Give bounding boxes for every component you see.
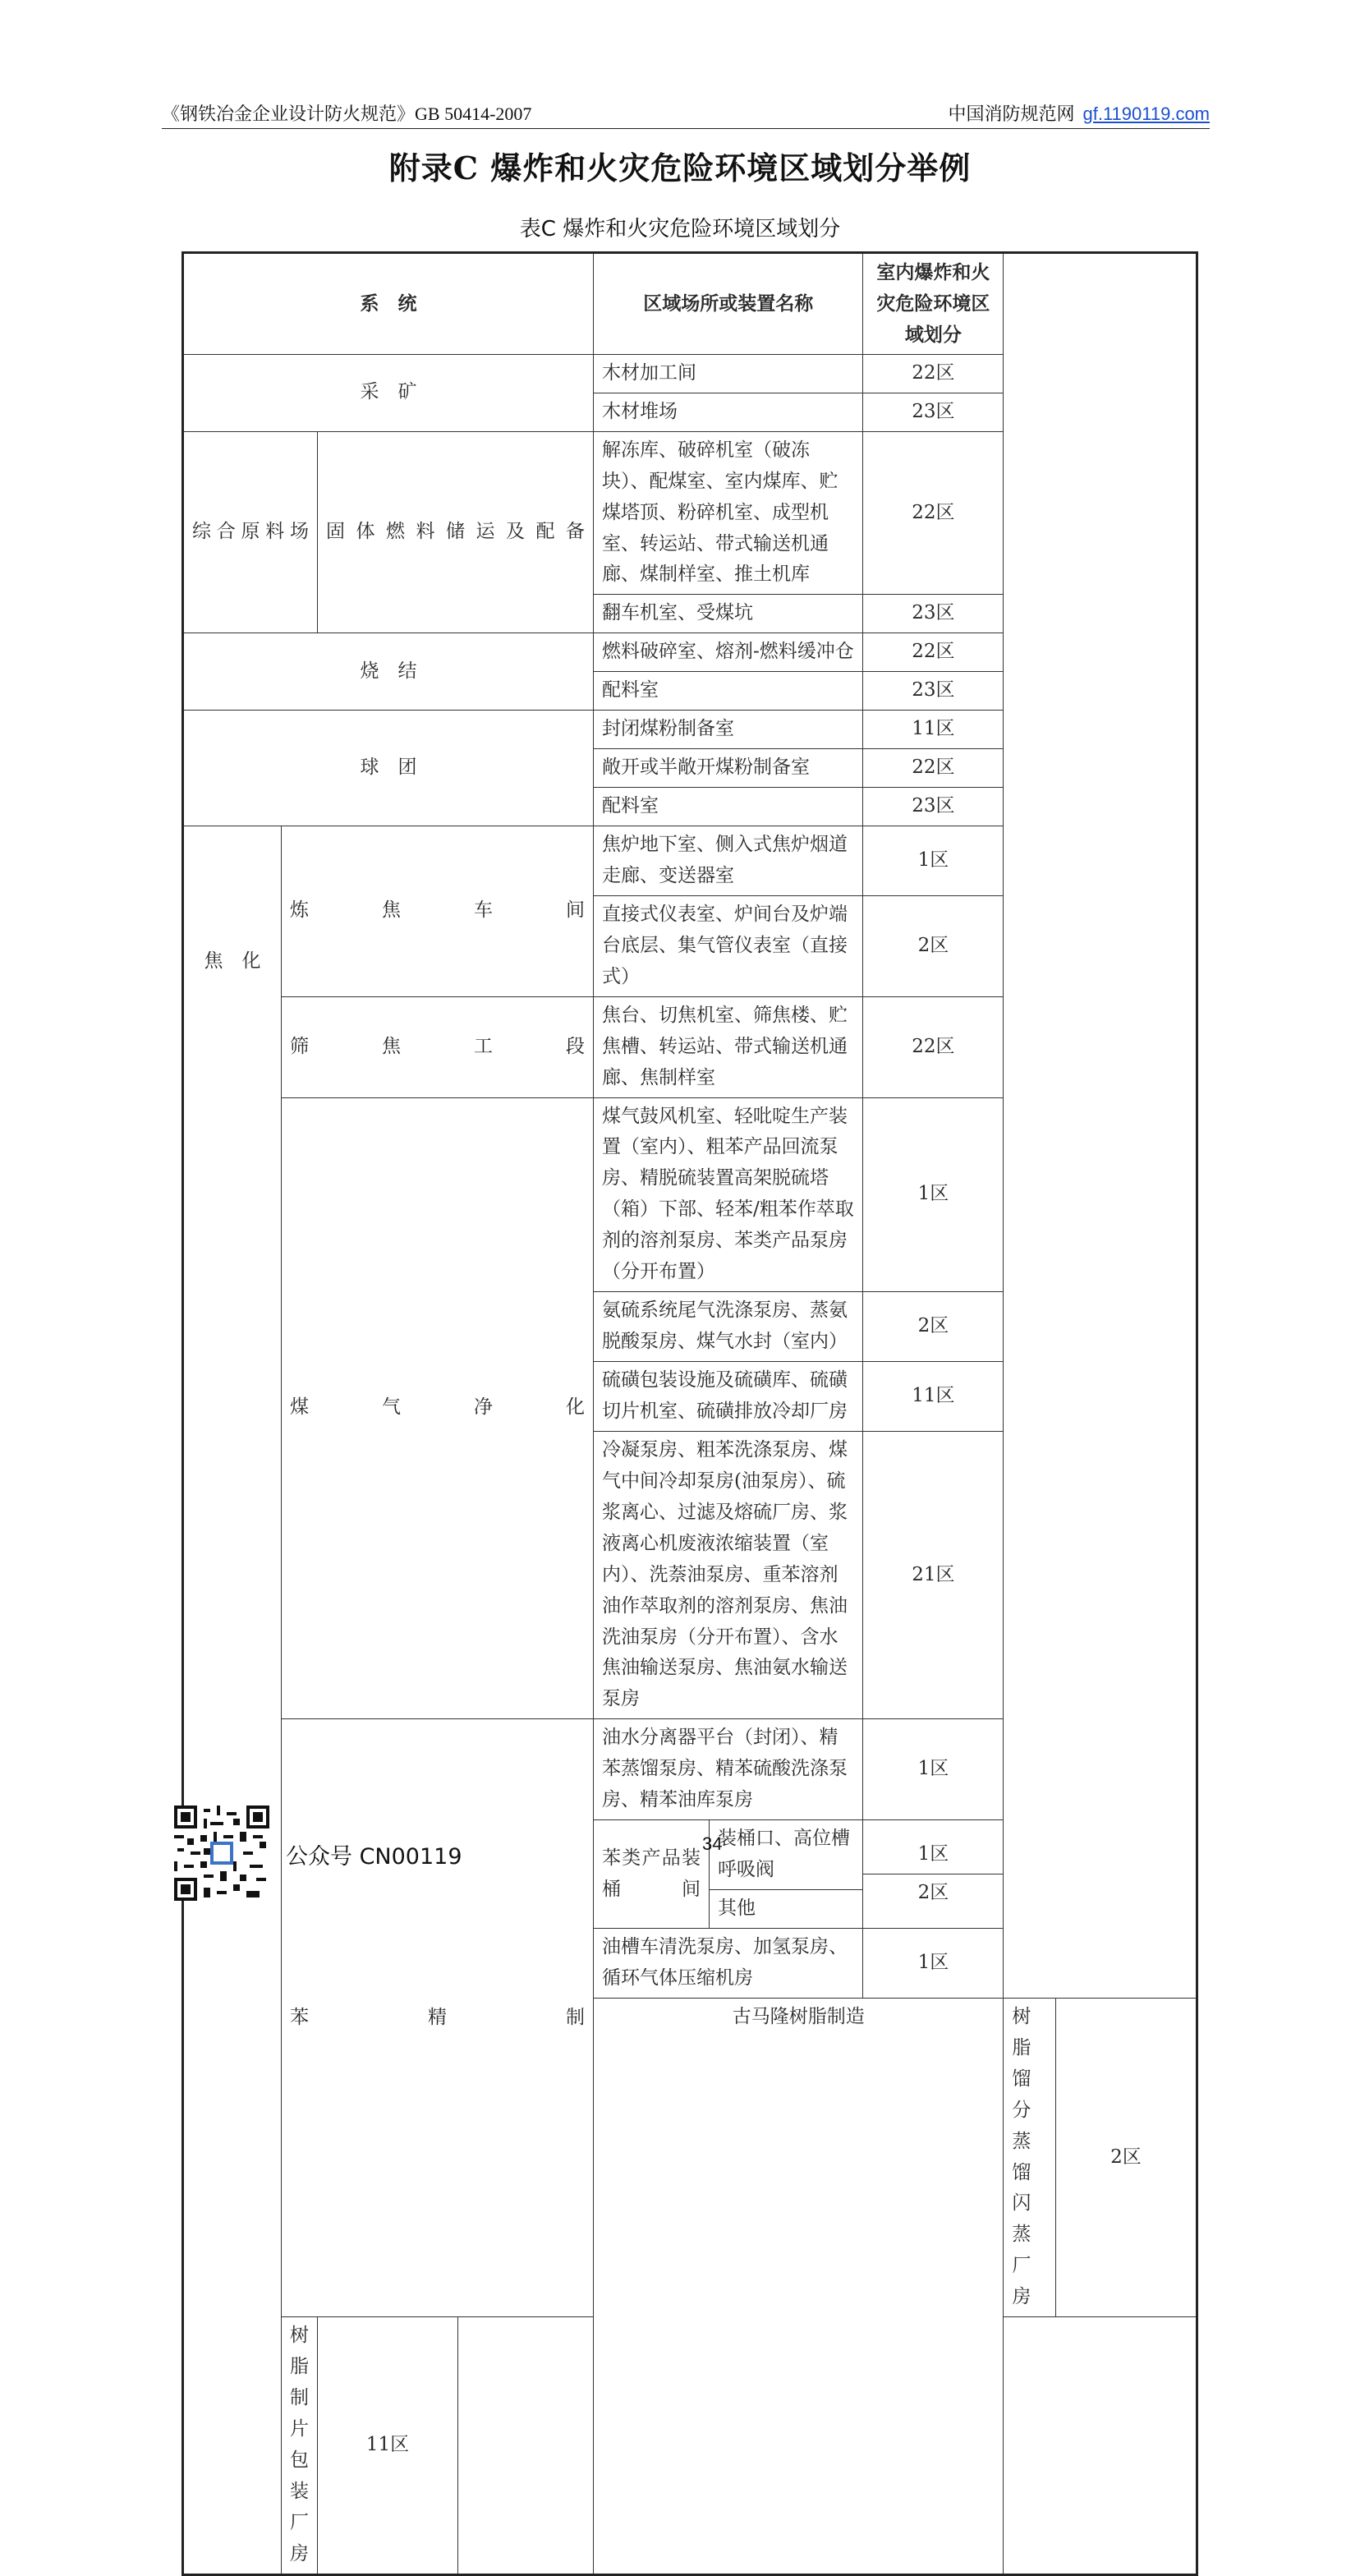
header-site-name: 中国消防规范网 bbox=[948, 104, 1075, 124]
header-site-link[interactable]: gf.1190119.com bbox=[1082, 104, 1210, 124]
place-cell: 解冻库、破碎机室（破冻块）、配煤室、室内煤库、贮煤塔顶、粉碎机室、成型机室、转运站、带式输送机通廊、煤制样室、推土机库 bbox=[594, 431, 863, 595]
place-cell: 油槽车清洗泵房、加氢泵房、循环气体压缩机房 bbox=[594, 1928, 863, 1998]
subsystem-cell: 煤气净化 bbox=[282, 1097, 594, 1719]
footer-account: 公众号 CN00119 bbox=[286, 1844, 462, 1870]
place-cell: 封闭煤粉制备室 bbox=[594, 711, 863, 749]
zone-cell: 1区 bbox=[863, 1097, 1004, 1292]
page-header bbox=[162, 99, 1210, 129]
zone-cell: 22区 bbox=[863, 749, 1004, 788]
zone-cell: 11区 bbox=[863, 1362, 1004, 1432]
system-cell: 焦 化 bbox=[183, 826, 282, 1098]
system-cell: 综合原料场 bbox=[183, 431, 318, 633]
zone-cell: 23区 bbox=[863, 788, 1004, 826]
page-number: 34 bbox=[702, 1833, 723, 1854]
place-cell: 焦炉地下室、侧入式焦炉烟道走廊、变送器室 bbox=[594, 826, 863, 896]
subsystem-cell: 炼焦车间 bbox=[282, 826, 594, 997]
place-cell: 直接式仪表室、炉间台及炉端台底层、集气管仪表室（直接式） bbox=[594, 895, 863, 996]
table-header-row bbox=[183, 253, 1197, 355]
zone-cell: 22区 bbox=[863, 354, 1004, 393]
header-zone: 室内爆炸和火灾危险环境区域划分 bbox=[863, 253, 1004, 355]
table-row bbox=[183, 1719, 1197, 1820]
header-place: 区域场所或装置名称 bbox=[594, 253, 863, 355]
place-cell: 油水分离器平台（封闭）、精苯蒸馏泵房、精苯硫酸洗涤泵房、精苯油库泵房 bbox=[594, 1719, 863, 1820]
zone-table bbox=[181, 251, 1198, 2576]
zone-split-cell bbox=[863, 1820, 1004, 1929]
place-cell: 氨硫系统尾气洗涤泵房、蒸氨脱酸泵房、煤气水封（室内） bbox=[594, 1292, 863, 1362]
place-cell: 翻车机室、受煤坑 bbox=[594, 595, 863, 633]
appendix-title: 附录C 爆炸和火灾危险环境区域划分举例 bbox=[388, 150, 972, 186]
table-row bbox=[183, 711, 1197, 749]
place-cell: 树脂制片包装厂房 bbox=[282, 2317, 318, 2575]
nested-table bbox=[594, 1820, 862, 1928]
place-cell: 硫磺包装设施及硫磺库、硫磺切片机室、硫磺排放冷却厂房 bbox=[594, 1362, 863, 1432]
zone-cell: 2区 bbox=[863, 1292, 1004, 1362]
zone-cell: 11区 bbox=[318, 2317, 458, 2575]
header-site bbox=[948, 100, 1210, 126]
subsystem-cell: 苯 精 制 bbox=[282, 1719, 594, 2317]
zone-cell: 23区 bbox=[863, 393, 1004, 431]
table-row bbox=[183, 633, 1197, 672]
zone-cell: 22区 bbox=[863, 633, 1004, 672]
subplace-cell: 苯类产品装桶间 bbox=[594, 1820, 710, 1928]
place-cell: 燃料破碎室、熔剂-燃料缓冲仓 bbox=[594, 633, 863, 672]
table-title: 表C 爆炸和火灾危险环境区域划分 bbox=[519, 217, 841, 242]
table-row bbox=[183, 431, 1197, 595]
place-cell: 木材加工间 bbox=[594, 354, 863, 393]
zone-cell: 1区 bbox=[863, 1836, 1003, 1874]
place-cell: 其他 bbox=[718, 1898, 756, 1919]
zone-cell: 1区 bbox=[863, 1719, 1004, 1820]
header-system: 系 统 bbox=[183, 253, 594, 355]
zone-cell: 22区 bbox=[863, 431, 1004, 595]
zone-cell: 2区 bbox=[863, 895, 1004, 996]
subsystem-cell: 古马隆树脂制造 bbox=[594, 1998, 1004, 2574]
zone-cell: 23区 bbox=[863, 595, 1004, 633]
table-row bbox=[183, 1097, 1197, 1292]
place-cell: 树脂馏分蒸馏闪蒸厂房 bbox=[1004, 1998, 1056, 2316]
table-row bbox=[183, 354, 1197, 393]
zone-cell: 2区 bbox=[917, 1882, 949, 1904]
place-cell: 焦台、切焦机室、筛焦楼、贮焦槽、转运站、带式输送机通廊、焦制样室 bbox=[594, 996, 863, 1097]
system-cell: 球 团 bbox=[183, 711, 594, 826]
header-doc-title: 《钢铁冶金企业设计防火规范》GB 50414-2007 bbox=[162, 104, 532, 124]
zone-cell: 23区 bbox=[863, 672, 1004, 711]
place-cell: 煤气鼓风机室、轻吡啶生产装置（室内）、粗苯产品回流泵房、精脱硫装置高架脱硫塔（箱）下部、轻苯/粗苯作萃取剂的溶剂泵房、苯类产品泵房（分开布置） bbox=[594, 1097, 863, 1292]
place-cell: 装桶口、高位槽呼吸阀 bbox=[710, 1820, 863, 1889]
zone-cell: 2区 bbox=[1056, 1998, 1197, 2316]
subsystem-cell: 筛焦工段 bbox=[282, 996, 594, 1097]
system-cell: 采 矿 bbox=[183, 354, 594, 431]
zone-cell: 21区 bbox=[863, 1431, 1004, 1718]
zone-cell: 22区 bbox=[863, 996, 1004, 1097]
zone-cell: 1区 bbox=[863, 1928, 1004, 1998]
system-cell: 烧 结 bbox=[183, 633, 594, 711]
table-row bbox=[183, 826, 1197, 896]
qr-code bbox=[174, 1806, 269, 1901]
table-row bbox=[183, 996, 1197, 1097]
place-cell: 敞开或半敞开煤粉制备室 bbox=[594, 749, 863, 788]
place-cell: 冷凝泵房、粗苯洗涤泵房、煤气中间冷却泵房(油泵房）、硫浆离心、过滤及熔硫厂房、浆液离心机废液浓缩装置（室内）、洗萘油泵房、重苯溶剂油作萃取剂的溶剂泵房、焦油洗油泵房（分开布置）、含水焦油输送泵房、焦油氨水输送泵房 bbox=[594, 1431, 863, 1718]
place-split-cell bbox=[594, 1820, 863, 1929]
zone-cell: 11区 bbox=[863, 711, 1004, 749]
zone-cell: 1区 bbox=[863, 826, 1004, 896]
place-cell: 配料室 bbox=[594, 788, 863, 826]
place-cell: 木材堆场 bbox=[594, 393, 863, 431]
subsystem-cell: 固体燃料储运及配备 bbox=[318, 431, 594, 633]
place-cell: 配料室 bbox=[594, 672, 863, 711]
